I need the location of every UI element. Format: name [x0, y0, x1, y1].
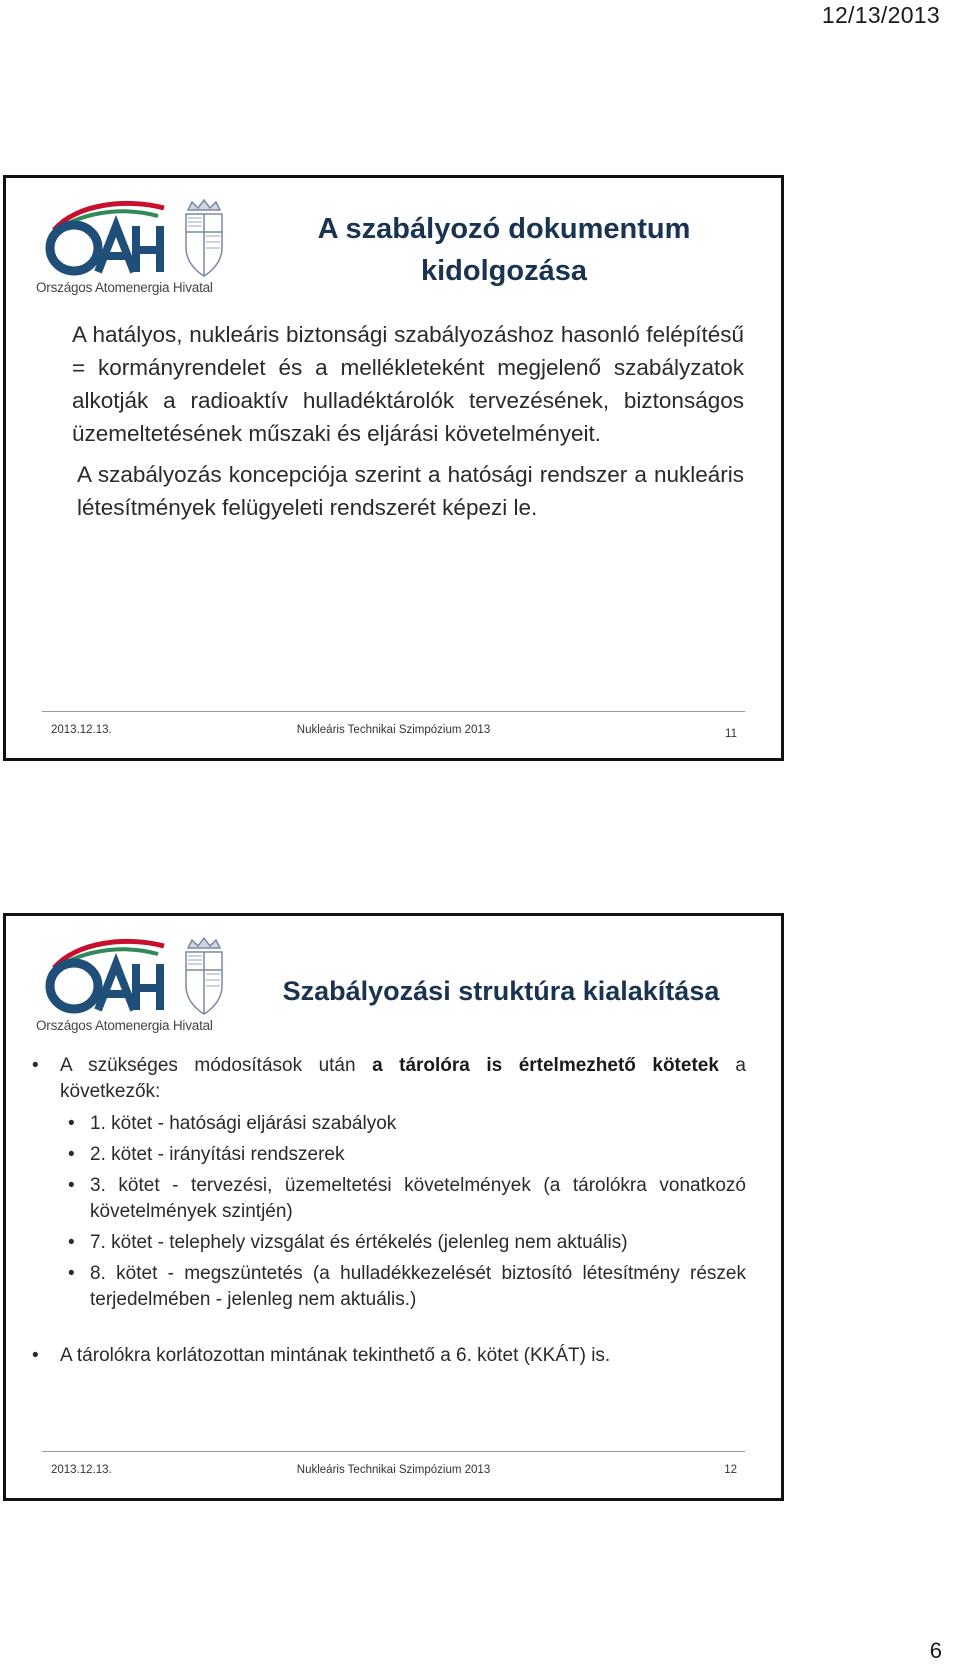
bullet-dot: • [68, 1175, 75, 1196]
footer-date: 2013.12.13. [51, 724, 112, 736]
footer-divider [42, 1451, 745, 1452]
logo-caption: Országos Atomenergia Hivatal [36, 1018, 213, 1033]
bullet-dot: • [68, 1263, 75, 1284]
bullet-item [26, 1053, 746, 1105]
paragraph-1: A hatályos, nukleáris biztonsági szabályozáshoz hasonló felépítésű = kormányrendelet és a mellékleteként megjelenő szabályzatok alkotják a radioaktív hulladéktárolók tervezésének, biztonságos üzemeltetésének műszaki és eljárási követelményeit. [72, 322, 744, 446]
oah-logo [36, 196, 228, 300]
bullet-list [26, 1053, 746, 1369]
footer-date: 2013.12.13. [51, 1464, 112, 1476]
footer-divider [42, 711, 745, 712]
slide-11 [3, 175, 784, 761]
page-number: 6 [929, 1638, 942, 1663]
bullet-item [26, 1343, 746, 1369]
title-line-2: kidolgozása [421, 255, 587, 287]
list-item-text: 7. kötet - telephely vizsgálat és értékelés (jelenleg nem aktuális) [90, 1232, 628, 1253]
footer-event: Nukleáris Technikai Szimpózium 2013 [296, 1464, 491, 1476]
slide-body [72, 318, 744, 524]
list-item-text: 2. kötet - irányítási rendszerek [90, 1144, 345, 1165]
slide-title: Szabályozási struktúra kialakítása [282, 976, 720, 1006]
bullet-dot: • [32, 1055, 39, 1076]
list-item [60, 1142, 746, 1168]
slide-title [284, 208, 724, 292]
bullet-dot: • [32, 1345, 39, 1366]
slide-12 [3, 913, 784, 1501]
sub-bullet-list [60, 1111, 746, 1313]
logo-caption: Országos Atomenergia Hivatal [36, 280, 213, 295]
page-date: 12/13/2013 [821, 2, 940, 28]
bullet-dot: • [68, 1232, 75, 1253]
list-item-text: 8. kötet - megszüntetés (a hulladékkezelését biztosító létesítmény részek terjedelmében - jelenleg nem aktuális.) [90, 1263, 746, 1310]
bullet-text-post: a következők: [60, 1055, 746, 1102]
footer-slide-number: 12 [724, 1464, 737, 1476]
oah-logo-icon [36, 934, 228, 1018]
list-item [60, 1230, 746, 1256]
list-item-text: 1. kötet - hatósági eljárási szabályok [90, 1113, 397, 1134]
paragraph-2: A szabályozás koncepciója szerint a hatósági rendszer a nukleáris létesítmények felügyeleti rendszerét képezi le. [77, 462, 744, 520]
list-item [60, 1111, 746, 1137]
title-line-1: A szabályozó dokumentum [317, 213, 691, 245]
bullet-text-pre: A szükséges módosítások után [60, 1055, 373, 1076]
oah-logo-icon [36, 196, 228, 280]
footer-event: Nukleáris Technikai Szimpózium 2013 [296, 724, 491, 736]
list-item [60, 1173, 746, 1225]
list-item-text: 3. kötet - tervezési, üzemeltetési követelmények (a tárolókra vonatkozó követelmények szintjén) [90, 1175, 746, 1222]
bullet-dot: • [68, 1144, 75, 1165]
oah-logo [36, 934, 228, 1038]
bullet-text: A tárolókra korlátozottan mintának tekinthető a 6. kötet (KKÁT) is. [60, 1345, 611, 1366]
bullet-dot: • [68, 1113, 75, 1134]
bullet-text-bold: a tárolóra is értelmezhető kötetek [372, 1055, 719, 1076]
footer-slide-number: 11 [725, 728, 737, 740]
list-item [60, 1261, 746, 1313]
